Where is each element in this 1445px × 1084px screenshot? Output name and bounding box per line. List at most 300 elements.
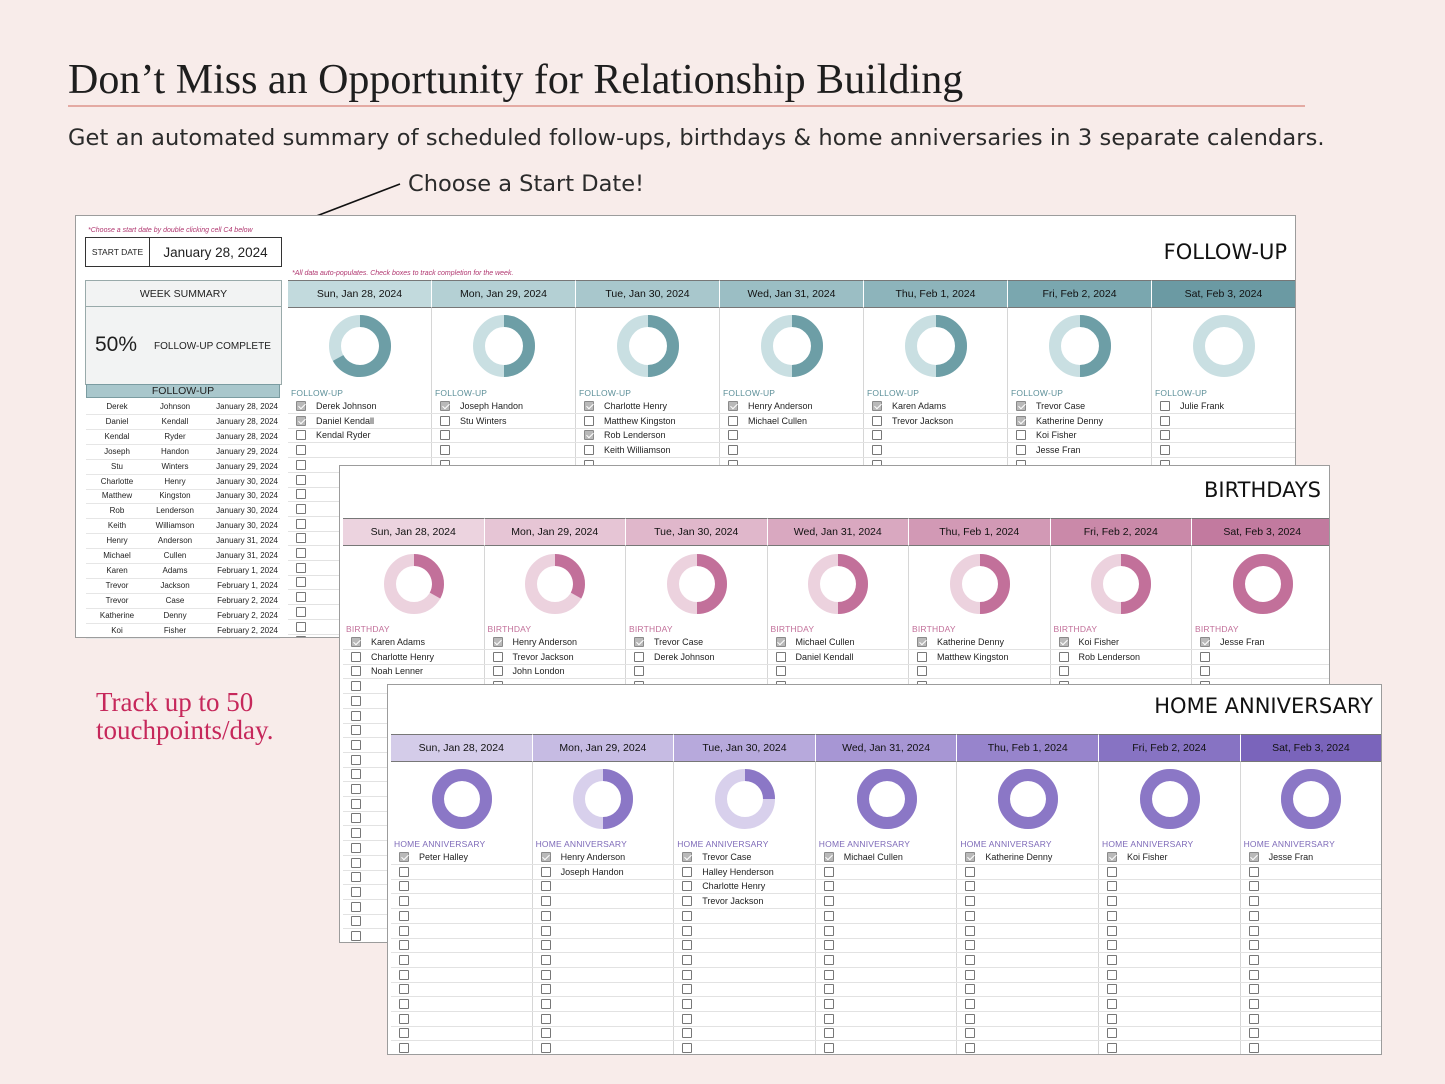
checkbox[interactable] xyxy=(1016,401,1026,411)
list-row xyxy=(86,519,280,534)
checkbox[interactable] xyxy=(351,725,361,735)
checkbox[interactable] xyxy=(824,1028,834,1038)
checkbox[interactable] xyxy=(1107,911,1117,921)
day-header: Mon, Jan 29, 2024 xyxy=(485,518,627,546)
checkbox[interactable] xyxy=(351,828,361,838)
list-date: January 29, 2024 xyxy=(216,461,278,471)
day-header: Thu, Feb 1, 2024 xyxy=(909,518,1051,546)
checkbox[interactable] xyxy=(1249,881,1259,891)
contact-name: Katherine Denny xyxy=(937,637,1005,647)
checkbox[interactable] xyxy=(351,872,361,882)
headline-divider xyxy=(68,105,1305,107)
checkbox[interactable] xyxy=(965,881,975,891)
checkbox[interactable] xyxy=(965,1028,975,1038)
checkbox[interactable] xyxy=(399,911,409,921)
contact-name: Stu Winters xyxy=(460,415,507,426)
checkbox[interactable] xyxy=(872,445,882,455)
checkbox[interactable] xyxy=(965,1014,975,1024)
checkbox[interactable] xyxy=(1249,926,1259,936)
page-headline: Don’t Miss an Opportunity for Relationship Building xyxy=(68,57,964,103)
checkbox[interactable] xyxy=(1107,896,1117,906)
checklist-row xyxy=(391,879,533,894)
checkbox[interactable] xyxy=(399,881,409,891)
category-label: FOLLOW-UP xyxy=(723,388,776,398)
checkbox[interactable] xyxy=(682,1014,692,1024)
checklist-row xyxy=(432,443,576,458)
list-date: January 29, 2024 xyxy=(216,446,278,456)
checkbox[interactable] xyxy=(1059,666,1069,676)
checklist-row xyxy=(816,997,958,1012)
checkbox[interactable] xyxy=(351,637,361,647)
checkbox[interactable] xyxy=(351,769,361,779)
list-row xyxy=(86,624,280,639)
checkbox[interactable] xyxy=(351,799,361,809)
checkbox[interactable] xyxy=(541,1043,551,1053)
checkbox[interactable] xyxy=(541,940,551,950)
checkbox[interactable] xyxy=(917,666,927,676)
checklist-row xyxy=(343,635,485,650)
checkbox[interactable] xyxy=(965,926,975,936)
checkbox[interactable] xyxy=(1016,416,1026,426)
checkbox[interactable] xyxy=(1160,416,1170,426)
checkbox[interactable] xyxy=(351,931,361,941)
checklist-row xyxy=(1241,894,1382,909)
category-label: HOME ANNIVERSARY xyxy=(677,839,769,849)
checklist-row xyxy=(432,428,576,443)
start-date-value[interactable]: January 28, 2024 xyxy=(163,244,268,260)
checklist-row xyxy=(485,635,627,650)
checkbox[interactable] xyxy=(399,852,409,862)
checklist-row xyxy=(1051,664,1193,679)
day-header: Sun, Jan 28, 2024 xyxy=(391,734,533,762)
checklist-row xyxy=(533,982,675,997)
category-label: HOME ANNIVERSARY xyxy=(960,839,1052,849)
category-label: FOLLOW-UP xyxy=(1011,388,1064,398)
list-last-name: Anderson xyxy=(157,536,193,546)
checkbox[interactable] xyxy=(1249,1043,1259,1053)
checkbox[interactable] xyxy=(1249,852,1259,862)
checklist-row xyxy=(720,428,864,443)
checkbox[interactable] xyxy=(541,1028,551,1038)
checkbox[interactable] xyxy=(728,401,738,411)
contact-name: Karen Adams xyxy=(371,637,426,647)
checkbox[interactable] xyxy=(541,911,551,921)
checkbox[interactable] xyxy=(1160,445,1170,455)
checkbox[interactable] xyxy=(682,911,692,921)
checkbox[interactable] xyxy=(440,430,450,440)
checkbox[interactable] xyxy=(824,999,834,1009)
checkbox[interactable] xyxy=(682,970,692,980)
list-date: February 2, 2024 xyxy=(217,595,278,605)
checkbox[interactable] xyxy=(682,955,692,965)
completion-donut xyxy=(897,307,975,385)
list-first-name: Trevor xyxy=(105,595,129,605)
checklist-row xyxy=(1099,879,1241,894)
checkbox[interactable] xyxy=(399,1014,409,1024)
anniversary-sheet-title: HOME ANNIVERSARY xyxy=(1154,694,1373,718)
completion-donut xyxy=(1185,307,1263,385)
checkbox[interactable] xyxy=(493,652,503,662)
checkbox[interactable] xyxy=(965,911,975,921)
checklist-row xyxy=(391,924,533,939)
checkbox[interactable] xyxy=(1200,652,1210,662)
completion-donut xyxy=(1273,761,1349,837)
checkbox[interactable] xyxy=(541,970,551,980)
checkbox[interactable] xyxy=(541,1014,551,1024)
checkbox[interactable] xyxy=(1107,1043,1117,1053)
donut-complete-arc xyxy=(745,775,769,799)
completion-donut xyxy=(376,546,452,622)
checkbox[interactable] xyxy=(728,416,738,426)
contact-name: Trevor Jackson xyxy=(892,415,954,426)
checkbox[interactable] xyxy=(1107,984,1117,994)
checklist-row xyxy=(768,635,910,650)
checkbox[interactable] xyxy=(351,711,361,721)
start-date-callout: Choose a Start Date! xyxy=(408,171,645,197)
contact-name: Peter Halley xyxy=(419,852,469,862)
list-last-name: Ryder xyxy=(164,431,186,441)
checkbox[interactable] xyxy=(634,652,644,662)
checklist-row xyxy=(1152,443,1296,458)
checkbox[interactable] xyxy=(351,813,361,823)
checkbox[interactable] xyxy=(399,955,409,965)
checkbox[interactable] xyxy=(1107,852,1117,862)
category-label: HOME ANNIVERSARY xyxy=(1102,839,1194,849)
checkbox[interactable] xyxy=(440,401,450,411)
checklist-row xyxy=(674,865,816,880)
checkbox[interactable] xyxy=(872,401,882,411)
checkbox[interactable] xyxy=(824,984,834,994)
donut-complete-arc xyxy=(603,775,627,823)
contact-name: Henry Anderson xyxy=(560,852,626,862)
checkbox[interactable] xyxy=(296,577,306,587)
checkbox[interactable] xyxy=(541,896,551,906)
checkbox[interactable] xyxy=(872,416,882,426)
checklist-row xyxy=(1099,894,1241,909)
checkbox[interactable] xyxy=(296,519,306,529)
checklist-row xyxy=(288,399,432,414)
checkbox[interactable] xyxy=(1160,401,1170,411)
checklist-row xyxy=(391,938,533,953)
checkbox[interactable] xyxy=(351,843,361,853)
checklist-row xyxy=(957,1012,1099,1027)
checkbox[interactable] xyxy=(1249,940,1259,950)
checkbox[interactable] xyxy=(296,416,306,426)
checkbox[interactable] xyxy=(541,867,551,877)
checkbox[interactable] xyxy=(541,955,551,965)
checkbox[interactable] xyxy=(541,852,551,862)
checklist-row xyxy=(1241,865,1382,880)
checkbox[interactable] xyxy=(1249,911,1259,921)
checklist-row xyxy=(864,399,1008,414)
checklist-row xyxy=(957,850,1099,865)
checkbox[interactable] xyxy=(965,970,975,980)
checkbox[interactable] xyxy=(296,533,306,543)
day-header: Wed, Jan 31, 2024 xyxy=(720,280,864,308)
checklist-row xyxy=(674,982,816,997)
checkbox[interactable] xyxy=(1016,430,1026,440)
checkbox[interactable] xyxy=(296,489,306,499)
checkbox[interactable] xyxy=(351,887,361,897)
checkbox[interactable] xyxy=(399,940,409,950)
donut-complete-arc xyxy=(1080,321,1105,371)
completion-donut xyxy=(990,761,1066,837)
checkbox[interactable] xyxy=(824,1014,834,1024)
contact-name: Trevor Jackson xyxy=(512,651,574,662)
category-label: FOLLOW-UP xyxy=(291,388,344,398)
checkbox[interactable] xyxy=(351,696,361,706)
checkbox[interactable] xyxy=(541,984,551,994)
checkbox[interactable] xyxy=(351,681,361,691)
checkbox[interactable] xyxy=(776,666,786,676)
checklist-row xyxy=(957,953,1099,968)
list-row xyxy=(86,445,280,460)
checkbox[interactable] xyxy=(965,852,975,862)
checkbox[interactable] xyxy=(824,852,834,862)
contact-name: Jesse Fran xyxy=(1220,637,1265,647)
checkbox[interactable] xyxy=(1107,1014,1117,1024)
list-last-name: Winters xyxy=(161,461,189,471)
checkbox[interactable] xyxy=(399,867,409,877)
checkbox[interactable] xyxy=(493,666,503,676)
checkbox[interactable] xyxy=(584,416,594,426)
checkbox[interactable] xyxy=(824,896,834,906)
completion-donut xyxy=(424,761,500,837)
checkbox[interactable] xyxy=(682,999,692,1009)
checklist-row xyxy=(816,865,958,880)
checkbox[interactable] xyxy=(440,416,450,426)
checkbox[interactable] xyxy=(541,881,551,891)
checkbox[interactable] xyxy=(351,902,361,912)
checkbox[interactable] xyxy=(728,430,738,440)
checkbox[interactable] xyxy=(1249,984,1259,994)
list-first-name: Daniel xyxy=(105,416,129,426)
checklist-row xyxy=(816,1012,958,1027)
checkbox[interactable] xyxy=(399,984,409,994)
checkbox[interactable] xyxy=(1016,445,1026,455)
checklist-row xyxy=(1241,924,1382,939)
checkbox[interactable] xyxy=(682,896,692,906)
checkbox[interactable] xyxy=(296,475,306,485)
checkbox[interactable] xyxy=(1249,867,1259,877)
checkbox[interactable] xyxy=(399,1043,409,1053)
checklist-row xyxy=(816,909,958,924)
checkbox[interactable] xyxy=(351,740,361,750)
checkbox[interactable] xyxy=(1059,652,1069,662)
list-row xyxy=(86,564,280,579)
checklist-row xyxy=(391,1012,533,1027)
checkbox[interactable] xyxy=(296,504,306,514)
checkbox[interactable] xyxy=(351,858,361,868)
checkbox[interactable] xyxy=(682,926,692,936)
checkbox[interactable] xyxy=(824,970,834,980)
checkbox[interactable] xyxy=(399,926,409,936)
checkbox[interactable] xyxy=(296,430,306,440)
checkbox[interactable] xyxy=(493,637,503,647)
checkbox[interactable] xyxy=(399,999,409,1009)
checklist-row xyxy=(864,443,1008,458)
list-date: January 31, 2024 xyxy=(216,536,278,546)
donut-complete-arc xyxy=(414,560,438,596)
checkbox[interactable] xyxy=(1249,1028,1259,1038)
checkbox[interactable] xyxy=(1107,999,1117,1009)
checkbox[interactable] xyxy=(682,1043,692,1053)
checklist-row xyxy=(1152,399,1296,414)
checklist-row xyxy=(1192,650,1330,665)
checkbox[interactable] xyxy=(1249,970,1259,980)
contact-name: Trevor Case xyxy=(654,637,704,647)
donut-complete-arc xyxy=(1287,775,1335,823)
checkbox[interactable] xyxy=(584,445,594,455)
checkbox[interactable] xyxy=(1249,896,1259,906)
checkbox[interactable] xyxy=(917,637,927,647)
checklist-row xyxy=(957,968,1099,983)
checkbox[interactable] xyxy=(1107,1028,1117,1038)
list-first-name: Katherine xyxy=(99,610,135,620)
list-row xyxy=(86,504,280,519)
completion-donut xyxy=(1041,307,1119,385)
checkbox[interactable] xyxy=(776,637,786,647)
checkbox[interactable] xyxy=(1107,867,1117,877)
checkbox[interactable] xyxy=(1059,637,1069,647)
checkbox[interactable] xyxy=(824,955,834,965)
category-label: FOLLOW-UP xyxy=(1155,388,1208,398)
checkbox[interactable] xyxy=(682,867,692,877)
checkbox[interactable] xyxy=(728,445,738,455)
contact-name: Katherine Denny xyxy=(985,852,1053,862)
contact-name: Trevor Jackson xyxy=(702,896,764,907)
checkbox[interactable] xyxy=(351,666,361,676)
checklist-row xyxy=(1051,635,1193,650)
checkbox[interactable] xyxy=(824,926,834,936)
checkbox[interactable] xyxy=(541,926,551,936)
donut-complete-arc xyxy=(792,321,817,371)
checkbox[interactable] xyxy=(541,999,551,1009)
donut-complete-arc xyxy=(648,321,673,371)
checkbox[interactable] xyxy=(399,896,409,906)
list-date: February 2, 2024 xyxy=(217,625,278,635)
category-label: BIRTHDAY xyxy=(1195,624,1239,634)
checklist-row xyxy=(432,399,576,414)
checkbox[interactable] xyxy=(296,636,306,638)
checkbox[interactable] xyxy=(1249,955,1259,965)
checkbox[interactable] xyxy=(965,984,975,994)
checklist-row xyxy=(957,894,1099,909)
checkbox[interactable] xyxy=(965,999,975,1009)
week-summary-percent: 50% xyxy=(95,333,138,356)
checkbox[interactable] xyxy=(965,867,975,877)
contact-name: Jesse Fran xyxy=(1036,445,1081,456)
checkbox[interactable] xyxy=(296,445,306,455)
checkbox[interactable] xyxy=(296,460,306,470)
checkbox[interactable] xyxy=(682,1028,692,1038)
checkbox[interactable] xyxy=(872,430,882,440)
checklist-row xyxy=(720,414,864,429)
contact-name: Kendal Ryder xyxy=(316,430,371,441)
checkbox[interactable] xyxy=(1249,999,1259,1009)
checkbox[interactable] xyxy=(296,607,306,617)
contact-name: Trevor Case xyxy=(1036,401,1086,411)
contact-name: John London xyxy=(512,666,565,677)
checkbox[interactable] xyxy=(351,652,361,662)
list-last-name: Cullen xyxy=(163,551,187,560)
checkbox[interactable] xyxy=(824,881,834,891)
checkbox[interactable] xyxy=(584,430,594,440)
category-label: BIRTHDAY xyxy=(1053,624,1098,634)
completion-donut xyxy=(753,307,831,385)
checkbox[interactable] xyxy=(584,401,594,411)
checkbox[interactable] xyxy=(1107,970,1117,980)
checklist-row xyxy=(1241,1012,1382,1027)
checkbox[interactable] xyxy=(351,784,361,794)
checkbox[interactable] xyxy=(917,652,927,662)
day-header: Sat, Feb 3, 2024 xyxy=(1241,734,1382,762)
birthdays-sheet-title: BIRTHDAYS xyxy=(1204,478,1321,502)
checkbox[interactable] xyxy=(682,852,692,862)
contact-name: Derek Johnson xyxy=(654,651,715,662)
completion-donut xyxy=(707,761,783,837)
checkbox[interactable] xyxy=(1107,940,1117,950)
checkbox[interactable] xyxy=(965,955,975,965)
checkbox[interactable] xyxy=(440,445,450,455)
checkbox[interactable] xyxy=(351,755,361,765)
checkbox[interactable] xyxy=(965,1043,975,1053)
checkbox[interactable] xyxy=(351,916,361,926)
checkbox[interactable] xyxy=(399,970,409,980)
checklist-row xyxy=(816,924,958,939)
checkbox[interactable] xyxy=(965,896,975,906)
checkbox[interactable] xyxy=(965,940,975,950)
checkbox[interactable] xyxy=(634,666,644,676)
checkbox[interactable] xyxy=(296,563,306,573)
contact-name: Daniel Kendall xyxy=(316,415,375,426)
checkbox[interactable] xyxy=(1107,926,1117,936)
contact-name: Charlotte Henry xyxy=(604,401,668,411)
checklist-row xyxy=(1051,650,1193,665)
list-row xyxy=(86,430,280,445)
list-date: February 2, 2024 xyxy=(217,610,278,620)
checklist-row xyxy=(391,1041,533,1055)
checkbox[interactable] xyxy=(634,637,644,647)
checkbox[interactable] xyxy=(296,401,306,411)
checkbox[interactable] xyxy=(296,622,306,632)
checkbox[interactable] xyxy=(682,940,692,950)
checklist-row xyxy=(626,650,768,665)
checkbox[interactable] xyxy=(296,548,306,558)
checkbox[interactable] xyxy=(1107,955,1117,965)
checkbox[interactable] xyxy=(296,592,306,602)
checkbox[interactable] xyxy=(1200,666,1210,676)
checkbox[interactable] xyxy=(682,881,692,891)
checklist-row xyxy=(674,997,816,1012)
checkbox[interactable] xyxy=(824,1043,834,1053)
day-header: Sun, Jan 28, 2024 xyxy=(343,518,485,546)
checkbox[interactable] xyxy=(399,1028,409,1038)
checklist-row xyxy=(720,443,864,458)
checkbox[interactable] xyxy=(776,652,786,662)
checkbox[interactable] xyxy=(824,911,834,921)
checkbox[interactable] xyxy=(1160,430,1170,440)
checklist-row xyxy=(391,894,533,909)
contact-name: Rob Lenderson xyxy=(604,430,666,441)
checkbox[interactable] xyxy=(1107,881,1117,891)
checkbox[interactable] xyxy=(682,984,692,994)
checkbox[interactable] xyxy=(824,867,834,877)
checkbox[interactable] xyxy=(1249,1014,1259,1024)
checkbox[interactable] xyxy=(1200,637,1210,647)
list-first-name: Stu xyxy=(110,461,123,471)
checkbox[interactable] xyxy=(824,940,834,950)
